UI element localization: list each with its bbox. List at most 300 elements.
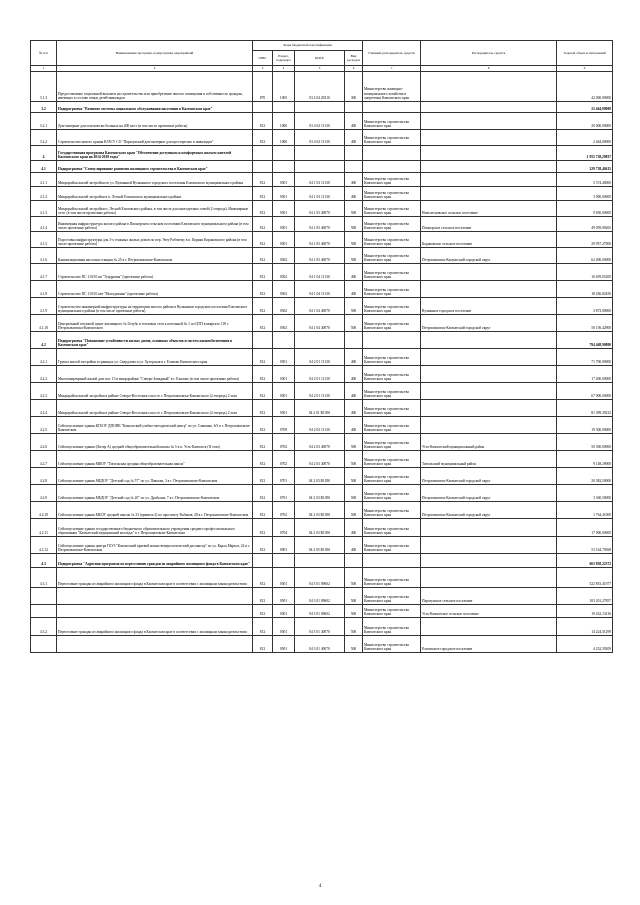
row-recipient: Коряковское сельское поселение bbox=[421, 232, 557, 248]
row-vr: 500 bbox=[345, 315, 363, 332]
col-number: 3 bbox=[253, 66, 273, 72]
row-razdel bbox=[273, 554, 295, 568]
row-vr: 500 bbox=[345, 248, 363, 264]
row-admin: Министерство строительства Камчатского края bbox=[363, 383, 421, 400]
row-amount: 3 374,40000 bbox=[557, 173, 613, 187]
row-number: 4.2.11 bbox=[31, 519, 57, 537]
row-grbs: 870 bbox=[253, 72, 273, 102]
table-row bbox=[31, 502, 613, 519]
row-grbs: 812 bbox=[253, 605, 273, 618]
table-row bbox=[31, 161, 613, 173]
table-body bbox=[31, 72, 613, 653]
row-vr: 500 bbox=[345, 568, 363, 588]
row-recipient: Тигильский муниципальный район bbox=[421, 451, 557, 468]
row-name: Строительство инженерной инфраструктуры на территории жилого района в Вулканном городском поселении Елизовского муниципального района (в том числе проектные работы) bbox=[57, 298, 253, 315]
row-admin bbox=[363, 554, 421, 568]
row-number: 4.1.9 bbox=[31, 298, 57, 315]
table-row bbox=[31, 232, 613, 248]
col-number: 6 bbox=[345, 66, 363, 72]
row-vr: 500 bbox=[345, 201, 363, 217]
header-num: № п/п bbox=[31, 41, 57, 66]
row-razdel: 0501 bbox=[273, 366, 295, 383]
row-name: Сейсмоусиление здания МБДОУ "Детский сад № 57" по ул. Павлова, 3 в г. Петропавловске-Камчатском bbox=[57, 468, 253, 485]
row-number: 4.2.10 bbox=[31, 502, 57, 519]
row-ksr: 04 2 03 R1050 bbox=[295, 502, 345, 519]
row-ksr: 04 2 01 11130 bbox=[295, 349, 345, 366]
row-grbs: 812 bbox=[253, 588, 273, 605]
row-number: 4.3.2 bbox=[31, 618, 57, 636]
row-grbs: 812 bbox=[253, 298, 273, 315]
table-row bbox=[31, 113, 613, 130]
row-recipient bbox=[421, 519, 557, 537]
row-recipient bbox=[421, 130, 557, 146]
row-recipient: Усть-Камчатское сельское поселение bbox=[421, 605, 557, 618]
row-name: Подготовка инфраструктуры для 3-х этажных жилых домов по пер. Увеу Рабочему в п. Коряки Коряковского района (в том числе проектные работы) bbox=[57, 232, 253, 248]
row-admin: Министерство строительства Камчатского края bbox=[363, 605, 421, 618]
row-grbs bbox=[253, 161, 273, 173]
row-number: 4.2.3 bbox=[31, 383, 57, 400]
row-admin: Министерство строительства Камчатского края bbox=[363, 113, 421, 130]
table-row bbox=[31, 568, 613, 588]
row-razdel: 0502 bbox=[273, 281, 295, 298]
row-name bbox=[57, 605, 253, 618]
row-ksr: 04 3 01 09602 bbox=[295, 568, 345, 588]
row-vr: 500 bbox=[345, 636, 363, 653]
row-name: Центральный тепловой пункт жилищного № Голубь и тепловые сети к котельной № 1 по ЦТП в квартале 118 г. Петропавловска-Камчатского bbox=[57, 315, 253, 332]
row-grbs: 812 bbox=[253, 248, 273, 264]
row-recipient bbox=[421, 568, 557, 588]
row-name: Многоквартирный жилой дом поз. 15 в микрорайоне "Северо-Западный" в г. Елизово (в том числе проектные работы) bbox=[57, 366, 253, 383]
row-recipient bbox=[421, 537, 557, 554]
row-ksr: 04 2 03 40070 bbox=[295, 451, 345, 468]
row-ksr: 04 2 03 R1050 bbox=[295, 519, 345, 537]
row-amount: 81 399,39232 bbox=[557, 400, 613, 417]
row-amount: 2 464,00000 bbox=[557, 130, 613, 146]
table-row bbox=[31, 332, 613, 349]
row-grbs: 812 bbox=[253, 232, 273, 248]
row-ksr: 04 2 01 11130 bbox=[295, 366, 345, 383]
row-vr: 300 bbox=[345, 72, 363, 102]
row-grbs: 812 bbox=[253, 315, 273, 332]
row-number: 4.2 bbox=[31, 332, 57, 349]
row-admin: Министерство строительства Камчатского края bbox=[363, 264, 421, 281]
row-amount: 49 059,90265 bbox=[557, 217, 613, 232]
row-recipient bbox=[421, 366, 557, 383]
row-amount: 3 360,50000 bbox=[557, 485, 613, 502]
row-recipient bbox=[421, 161, 557, 173]
row-recipient: Петропавловск-Камчатский городской округ bbox=[421, 485, 557, 502]
row-razdel: 0704 bbox=[273, 519, 295, 537]
row-number: 4.2.4 bbox=[31, 400, 57, 417]
row-vr: 500 bbox=[345, 434, 363, 451]
row-number: 4.1.8 bbox=[31, 281, 57, 298]
row-recipient bbox=[421, 400, 557, 417]
row-recipient bbox=[421, 417, 557, 434]
row-recipient: Петропавловск-Камчатский городской округ bbox=[421, 315, 557, 332]
row-razdel: 0501 bbox=[273, 217, 295, 232]
row-ksr: 03 2 04 20310 bbox=[295, 72, 345, 102]
row-name: Группа жилой застройки в границах ул. Свердлова и ул. Хуторская в г. Елизово Камчатского края bbox=[57, 349, 253, 366]
row-admin: Министерство строительства Камчатского края bbox=[363, 232, 421, 248]
table-row bbox=[31, 173, 613, 187]
row-amount: 62 400,00000 bbox=[557, 248, 613, 264]
row-razdel: 0502 bbox=[273, 264, 295, 281]
row-number: 4.1.4 bbox=[31, 217, 57, 232]
row-admin: Министерство строительства Камчатского края bbox=[363, 366, 421, 383]
row-recipient bbox=[421, 349, 557, 366]
row-name: Дом-интернат для психически больных на 400 мест (в том числе проектные работы) bbox=[57, 113, 253, 130]
row-razdel: 0502 bbox=[273, 298, 295, 315]
row-number: 4 bbox=[31, 146, 57, 161]
row-grbs: 812 bbox=[253, 636, 273, 653]
row-number bbox=[31, 605, 57, 618]
row-vr: 400 bbox=[345, 113, 363, 130]
row-name: Строительство нового здания КГАСУ СО "Паратунский дом-интернат для престарелых и инвалидов" bbox=[57, 130, 253, 146]
table-row bbox=[31, 400, 613, 417]
row-razdel: 0901 bbox=[273, 537, 295, 554]
row-amount: 9 148,29000 bbox=[557, 451, 613, 468]
row-admin: Министерство строительства Камчатского края bbox=[363, 434, 421, 451]
header-vr: Вид расходов bbox=[345, 51, 363, 66]
row-grbs: 812 bbox=[253, 201, 273, 217]
row-recipient: Вулканное городское поселение bbox=[421, 298, 557, 315]
budget-table bbox=[30, 40, 613, 653]
row-grbs bbox=[253, 146, 273, 161]
row-grbs: 812 bbox=[253, 400, 273, 417]
row-number: 4.2.6 bbox=[31, 434, 57, 451]
header-ksr: КЦСР bbox=[295, 51, 345, 66]
row-vr bbox=[345, 554, 363, 568]
row-amount: 19 300,00000 bbox=[557, 417, 613, 434]
row-ksr: 04 2 03 R1050 bbox=[295, 468, 345, 485]
row-recipient: Петропавловск-Камчатский городской округ bbox=[421, 248, 557, 264]
row-amount: 3 873,00000 bbox=[557, 298, 613, 315]
row-name: Микрорайон жилой застройки п. Лесной Елизовского района, в том числе для многодетных семей (2 очередь). Инженерные сети. (в том числе проектные работы) bbox=[57, 201, 253, 217]
row-razdel: 0702 bbox=[273, 502, 295, 519]
row-vr: 500 bbox=[345, 502, 363, 519]
row-ksr bbox=[295, 102, 345, 113]
col-number: 8 bbox=[421, 66, 557, 72]
row-grbs: 812 bbox=[253, 502, 273, 519]
row-grbs: 812 bbox=[253, 130, 273, 146]
row-grbs: 812 bbox=[253, 113, 273, 130]
row-number: 4.2.1 bbox=[31, 349, 57, 366]
row-amount: 1 764,41000 bbox=[557, 502, 613, 519]
row-razdel: 0501 bbox=[273, 173, 295, 187]
row-vr: 500 bbox=[345, 605, 363, 618]
row-amount: 665 858,22372 bbox=[557, 554, 613, 568]
row-admin: Министерство строительства Камчатского края bbox=[363, 315, 421, 332]
row-number: 3.2.1 bbox=[31, 113, 57, 130]
row-admin: Министерство строительства Камчатского края bbox=[363, 451, 421, 468]
row-amount: 53 164,70568 bbox=[557, 537, 613, 554]
row-number: 4.1.2 bbox=[31, 187, 57, 201]
header-name: Наименование программ, подпрограмм, мероприятий bbox=[57, 41, 253, 66]
row-admin: Министерство строительства Камчатского края bbox=[363, 130, 421, 146]
row-admin bbox=[363, 332, 421, 349]
row-name: Сейсмоусиление здания КГБОУ ДПОПК "Камчатский учебно-методический центр" по ул. Савченко, 6/3 в г. Петропавловске-Камчатском bbox=[57, 417, 253, 434]
row-amount: 229 738,40415 bbox=[557, 161, 613, 173]
row-ksr: 04 2 03 R1050 bbox=[295, 485, 345, 502]
row-vr: 400 bbox=[345, 281, 363, 298]
row-name: Инженерная инфраструктура жилого района в Пионерском сельском поселении Елизовского муниципального района (в том числе проектные работы) bbox=[57, 217, 253, 232]
row-amount: 18 436,82450 bbox=[557, 281, 613, 298]
table-row bbox=[31, 366, 613, 383]
row-admin: Министерство строительства Камчатского края bbox=[363, 485, 421, 502]
col-number: 7 bbox=[363, 66, 421, 72]
row-ksr: 04 2 05 R1050 bbox=[295, 537, 345, 554]
row-amount: 42 000,00000 bbox=[557, 72, 613, 102]
row-amount: 4 232,59209 bbox=[557, 636, 613, 653]
row-admin: Министерство строительства Камчатского края bbox=[363, 502, 421, 519]
row-number: 4.2.2 bbox=[31, 366, 57, 383]
row-recipient bbox=[421, 554, 557, 568]
row-amount: 71 700,00000 bbox=[557, 349, 613, 366]
row-grbs bbox=[253, 554, 273, 568]
row-admin bbox=[363, 102, 421, 113]
row-ksr: 04 1 03 11130 bbox=[295, 173, 345, 187]
row-ksr: 04 2 01 11130 bbox=[295, 383, 345, 400]
row-vr: 500 bbox=[345, 588, 363, 605]
row-name: Микрорайон жилой застройки в районе Северо-Восточного шоссе г. Петропавловска-Камчатского (2 очередь) 2 этап bbox=[57, 400, 253, 417]
row-ksr: 03 4 02 11130 bbox=[295, 130, 345, 146]
header-recipient: Распорядитель средств bbox=[421, 41, 557, 66]
row-name: Строительство ПС 110/10 кв "Тундровая" (проектные работы) bbox=[57, 264, 253, 281]
row-ksr: 03 4 02 11130 bbox=[295, 113, 345, 130]
row-admin: Министерство строительства Камчатского края bbox=[363, 568, 421, 588]
row-admin bbox=[363, 146, 421, 161]
row-name: Подпрограмма "Развитие системы социального обслуживания населения в Камчатском крае" bbox=[57, 102, 253, 113]
row-vr bbox=[345, 332, 363, 349]
table-row bbox=[31, 417, 613, 434]
row-admin: Министерство строительства Камчатского края bbox=[363, 618, 421, 636]
row-name: Сейсмоусиление здания МКОУ "Тигильская средняя общеобразовательная школа" bbox=[57, 451, 253, 468]
row-name: Сейсмоусиление здания государственного бюджетного образовательного учреждения среднего профессионального образования "Камчатский медицинский колледж" в г. Петропавловске-Камчатском bbox=[57, 519, 253, 537]
row-recipient: Пионерское сельское поселение bbox=[421, 217, 557, 232]
row-vr: 400 bbox=[345, 349, 363, 366]
row-ksr: 04 1 03 40070 bbox=[295, 201, 345, 217]
row-admin: Министерство строительства Камчатского края bbox=[363, 281, 421, 298]
row-amount: 50 300,00000 bbox=[557, 434, 613, 451]
row-ksr: 04 1 03 40070 bbox=[295, 217, 345, 232]
table-row bbox=[31, 434, 613, 451]
row-grbs: 812 bbox=[253, 349, 273, 366]
row-amount: 794 468,90800 bbox=[557, 332, 613, 349]
row-recipient bbox=[421, 102, 557, 113]
row-grbs: 812 bbox=[253, 173, 273, 187]
row-recipient bbox=[421, 113, 557, 130]
header-admin: Главный распорядитель средств bbox=[363, 41, 421, 66]
row-number: 4.2.12 bbox=[31, 537, 57, 554]
header-codes-group: Коды бюджетной классификации bbox=[253, 41, 363, 51]
row-vr: 500 bbox=[345, 451, 363, 468]
row-number: 4.2.8 bbox=[31, 468, 57, 485]
table-row bbox=[31, 605, 613, 618]
row-admin: Министерство строительства Камчатского края bbox=[363, 173, 421, 187]
table-row bbox=[31, 349, 613, 366]
row-recipient bbox=[421, 618, 557, 636]
row-name: Государственная программа Камчатского края "Обеспечение доступным и комфортным жильем жителей Камчатского края на 2014-2018 годы" bbox=[57, 146, 253, 161]
row-name: Подпрограмма "Адресная программа по переселению граждан из аварийного жилищного фонда в Камчатском крае" bbox=[57, 554, 253, 568]
row-grbs: 812 bbox=[253, 383, 273, 400]
row-name: Строительство ПС 110/10 квт "Молодежная" (проектные работы) bbox=[57, 281, 253, 298]
row-recipient bbox=[421, 281, 557, 298]
row-ksr: 04 1 03 40070 bbox=[295, 232, 345, 248]
header-grbs: ГРБС bbox=[253, 51, 273, 66]
row-admin bbox=[363, 161, 421, 173]
row-admin: Министерство строительства Камчатского края bbox=[363, 217, 421, 232]
row-number bbox=[31, 588, 57, 605]
row-razdel: 0709 bbox=[273, 417, 295, 434]
row-razdel: 0501 bbox=[273, 349, 295, 366]
row-name bbox=[57, 636, 253, 653]
row-ksr: 04 2 03 11130 bbox=[295, 417, 345, 434]
row-vr: 500 bbox=[345, 217, 363, 232]
row-razdel bbox=[273, 146, 295, 161]
row-ksr: 04 3 01 09602 bbox=[295, 605, 345, 618]
col-number: 1 bbox=[31, 66, 57, 72]
row-number: 3.2.2 bbox=[31, 130, 57, 146]
row-amount: 50 156,42900 bbox=[557, 315, 613, 332]
row-admin: Министерство строительства Камчатского края bbox=[363, 400, 421, 417]
row-razdel: 0501 bbox=[273, 605, 295, 618]
row-recipient bbox=[421, 72, 557, 102]
row-grbs: 812 bbox=[253, 264, 273, 281]
table-row bbox=[31, 554, 613, 568]
row-vr bbox=[345, 102, 363, 113]
row-razdel: 1006 bbox=[273, 113, 295, 130]
row-grbs: 812 bbox=[253, 618, 273, 636]
table-header-row bbox=[31, 41, 613, 51]
row-amount: 14 224,31299 bbox=[557, 618, 613, 636]
row-razdel: 0501 bbox=[273, 187, 295, 201]
row-razdel: 0502 bbox=[273, 248, 295, 264]
row-grbs: 812 bbox=[253, 366, 273, 383]
row-recipient bbox=[421, 332, 557, 349]
row-number bbox=[31, 636, 57, 653]
row-admin: Министерство строительства Камчатского края bbox=[363, 349, 421, 366]
table-row bbox=[31, 485, 613, 502]
row-recipient bbox=[421, 173, 557, 187]
row-vr: 400 bbox=[345, 537, 363, 554]
row-name: Подпрограмма "Стимулирование развития жилищного строительства в Камчатском крае" bbox=[57, 161, 253, 173]
row-amount: 17 400,00000 bbox=[557, 366, 613, 383]
row-admin: Министерство строительства Камчатского края bbox=[363, 298, 421, 315]
row-grbs: 812 bbox=[253, 417, 273, 434]
row-amount: 17 000,00000 bbox=[557, 519, 613, 537]
row-amount: 3 000,00000 bbox=[557, 187, 613, 201]
row-razdel: 0502 bbox=[273, 315, 295, 332]
row-ksr: 04 3 01 09602 bbox=[295, 588, 345, 605]
row-name: Сейсмоусиление здания центра ГБУЗ "Камчатский краевой кожно-венерологический диспансер" по ул. Карла Маркса, 22 в г. Петропавловске-Камчатском bbox=[57, 537, 253, 554]
row-amount: 1 955 738,29837 bbox=[557, 146, 613, 161]
row-name: Канализационная насосная станция № 25 в г. Петропавловске-Камчатском bbox=[57, 248, 253, 264]
row-number: 4.3 bbox=[31, 554, 57, 568]
row-vr: 400 bbox=[345, 264, 363, 281]
row-amount: 20 382,50000 bbox=[557, 468, 613, 485]
row-number: 4.1.3 bbox=[31, 201, 57, 217]
row-razdel: 0501 bbox=[273, 618, 295, 636]
row-number: 4.2.9 bbox=[31, 485, 57, 502]
table-row bbox=[31, 130, 613, 146]
row-razdel bbox=[273, 161, 295, 173]
row-number: 4.2.5 bbox=[31, 417, 57, 434]
row-recipient: Елизовское городское поселение bbox=[421, 636, 557, 653]
row-razdel: 1003 bbox=[273, 72, 295, 102]
row-number: 4.1 bbox=[31, 161, 57, 173]
row-number: 3.1.3 bbox=[31, 72, 57, 102]
table-row bbox=[31, 248, 613, 264]
row-grbs: 812 bbox=[253, 519, 273, 537]
row-admin: Министерство строительства Камчатского края bbox=[363, 187, 421, 201]
row-amount: 103 201,27857 bbox=[557, 588, 613, 605]
row-recipient bbox=[421, 187, 557, 201]
row-razdel: 0501 bbox=[273, 400, 295, 417]
row-admin: Министерство строительства Камчатского края bbox=[363, 537, 421, 554]
row-vr: 400 bbox=[345, 417, 363, 434]
row-grbs: 812 bbox=[253, 468, 273, 485]
row-number: 3.2 bbox=[31, 102, 57, 113]
header-razdel: Раздел, подраздел bbox=[273, 51, 295, 66]
row-recipient: Петропавловск-Камчатский городской округ bbox=[421, 502, 557, 519]
row-razdel: 0701 bbox=[273, 468, 295, 485]
row-grbs: 812 bbox=[253, 537, 273, 554]
table-row bbox=[31, 102, 613, 113]
row-recipient: Новолесновское сельское поселение bbox=[421, 201, 557, 217]
row-recipient: Усть-Камчатский муниципальный район bbox=[421, 434, 557, 451]
table-row bbox=[31, 298, 613, 315]
row-ksr: 04 1 04 40070 bbox=[295, 298, 345, 315]
row-vr: 500 bbox=[345, 485, 363, 502]
row-recipient bbox=[421, 146, 557, 161]
row-recipient: Петропавловск-Камчатский городской округ bbox=[421, 468, 557, 485]
row-razdel: 0501 bbox=[273, 232, 295, 248]
row-number: 4.2.7 bbox=[31, 451, 57, 468]
row-vr: 400 bbox=[345, 366, 363, 383]
row-admin: Министерство жилищно-коммунального хозяйства и энергетики Камчатского края bbox=[363, 72, 421, 102]
row-vr: 400 bbox=[345, 130, 363, 146]
table-row bbox=[31, 451, 613, 468]
table-row bbox=[31, 72, 613, 102]
row-name: Сейсмоусиление здания (Литер А) средней общеобразовательной школы № 5 в п. Усть-Камчатск (II этап) bbox=[57, 434, 253, 451]
row-name bbox=[57, 588, 253, 605]
row-name: Предоставление социальной выплаты на строительство или приобретение жилого помещения в собственность граждан, имеющих в составе семьи детей-инвалидов bbox=[57, 72, 253, 102]
row-name: Переселение граждан из аварийного жилищного фонда в Камчатском крае в соответствии с жилищным законодательством bbox=[57, 568, 253, 588]
row-vr bbox=[345, 161, 363, 173]
row-admin: Министерство строительства Камчатского края bbox=[363, 519, 421, 537]
row-razdel: 0702 bbox=[273, 434, 295, 451]
table-row bbox=[31, 264, 613, 281]
row-ksr: 04 1 03 11130 bbox=[295, 187, 345, 201]
row-vr: 500 bbox=[345, 468, 363, 485]
row-vr: 400 bbox=[345, 519, 363, 537]
table-row bbox=[31, 315, 613, 332]
table-row bbox=[31, 537, 613, 554]
row-name: Сейсмоусиление здания МБОУ средней школы № 33 (правила 2) по проспекту Рыбаков, 28 в г. Петропавловске-Камчатском bbox=[57, 502, 253, 519]
row-number: 4.3.1 bbox=[31, 568, 57, 588]
row-amount: 9 650,00000 bbox=[557, 201, 613, 217]
row-amount: 16 659,05200 bbox=[557, 264, 613, 281]
row-ksr: 04 2 03 40070 bbox=[295, 434, 345, 451]
row-ksr bbox=[295, 554, 345, 568]
row-ksr: 04 1 04 11130 bbox=[295, 264, 345, 281]
table-row bbox=[31, 383, 613, 400]
row-razdel: 0501 bbox=[273, 636, 295, 653]
page-number: 4 bbox=[318, 884, 322, 889]
row-grbs: 812 bbox=[253, 485, 273, 502]
row-name: Подпрограмма "Повышение устойчивости жилых домов, основных объектов и систем жизнеобеспечения в Камчатском крае" bbox=[57, 332, 253, 349]
row-admin: Министерство строительства Камчатского края bbox=[363, 636, 421, 653]
